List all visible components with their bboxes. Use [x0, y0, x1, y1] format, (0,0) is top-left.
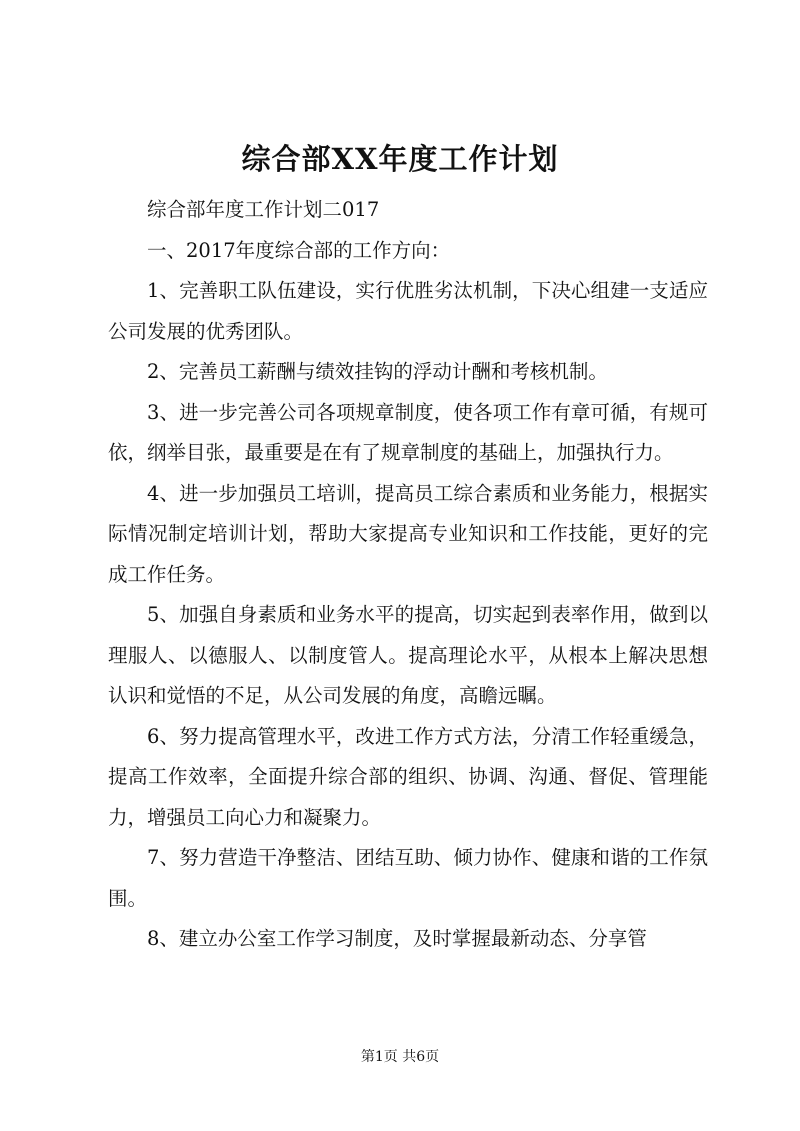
document-body [108, 190, 708, 960]
paragraph-item-3: 3、进一步完善公司各项规章制度，使各项工作有章可循，有规可依，纲举目张，最重要是在有了规章制度的基础上，加强执行力。 [108, 400, 708, 464]
paragraph-item-2: 2、完善员工薪酬与绩效挂钩的浮动计酬和考核机制。 [147, 360, 608, 383]
paragraph-subtitle: 综合部年度工作计划二017 [147, 198, 380, 221]
paragraph-item-7: 7、努力营造干净整洁、团结互助、倾力协作、健康和谐的工作氛围。 [108, 846, 708, 910]
paragraph-item-4: 4、进一步加强员工培训，提高员工综合素质和业务能力，根据实际情况制定培训计划，帮助大家提高专业知识和工作技能，更好的完成工作任务。 [108, 481, 708, 586]
page-number-footer: 第1页 共6页 [360, 1049, 440, 1065]
document-title: 综合部XX年度工作计划 [241, 142, 559, 176]
paragraph-section-heading: 一、2017年度综合部的工作方向： [147, 238, 451, 262]
paragraph-item-1: 1、完善职工队伍建设，实行优胜劣汰机制，下决心组建一支适应公司发展的优秀团队。 [108, 279, 708, 343]
paragraph-item-8: 8、建立办公室工作学习制度，及时掌握最新动态、分享管 [147, 927, 647, 950]
paragraph-item-6: 6、努力提高管理水平，改进工作方式方法，分清工作轻重缓急，提高工作效率，全面提升综合部的组织、协调、沟通、督促、管理能力，增强员工向心力和凝聚力。 [108, 724, 708, 829]
paragraph-item-5: 5、加强自身素质和业务水平的提高，切实起到表率作用，做到以理服人、以德服人、以制度管人。提高理论水平，从根本上解决思想认识和觉悟的不足，从公司发展的角度，高瞻远瞩。 [108, 603, 708, 707]
